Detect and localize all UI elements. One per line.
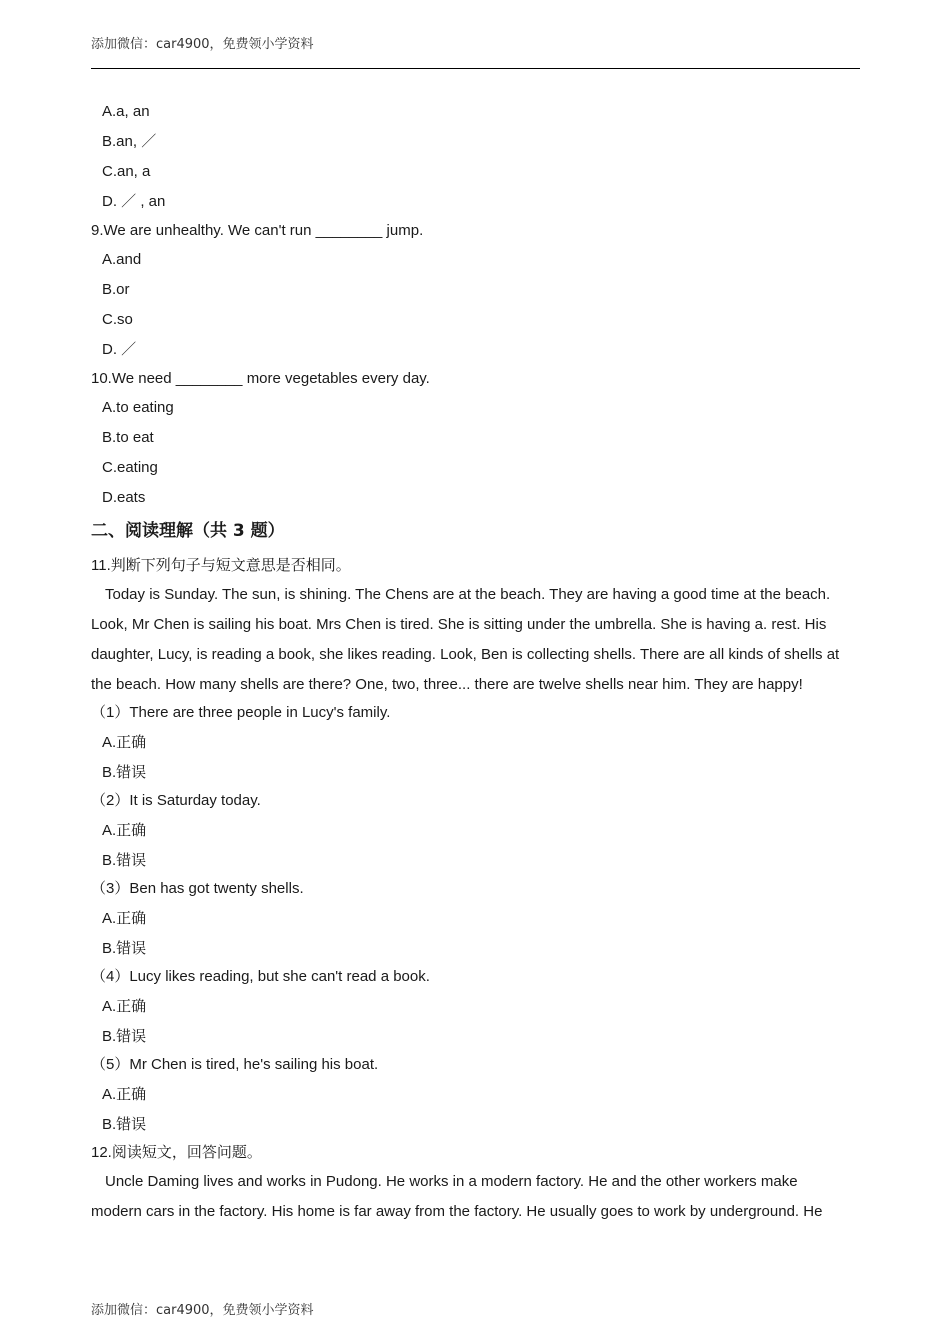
q11-passage-line: daughter, Lucy, is reading a book, she likes reading. Look, Ben is collecting shells. There are all kinds of shells at	[91, 646, 840, 663]
q11-passage-line: the beach. How many shells are there? One, two, three... there are twelve shells near him. They are happy!	[91, 676, 803, 693]
q11-sub5-option-b: B.错误	[102, 1116, 147, 1133]
q11-stem: 11.判断下列句子与短文意思是否相同。	[91, 557, 351, 574]
q8-option-c: C.an, a	[102, 163, 151, 180]
q11-sub5: （5）Mr Chen is tired, he's sailing his boat.	[91, 1056, 379, 1073]
q11-sub4-option-a: A.正确	[102, 998, 147, 1015]
q11-sub4-option-b: B.错误	[102, 1028, 147, 1045]
q12-passage-line: Uncle Daming lives and works in Pudong. He works in a modern factory. He and the other workers make	[105, 1173, 798, 1190]
q10-option-a: A.to eating	[102, 399, 174, 416]
q8-option-d: D. ／ , an	[102, 193, 166, 210]
q9-stem: 9.We are unhealthy. We can't run ________ jump.	[91, 222, 424, 239]
q11-sub3-option-a: A.正确	[102, 910, 147, 927]
q11-sub2: （2）It is Saturday today.	[91, 792, 261, 809]
q11-sub4: （4）Lucy likes reading, but she can't read a book.	[91, 968, 430, 985]
page-header: 添加微信：car4900，免费领小学资料	[91, 37, 314, 52]
q11-sub5-option-a: A.正确	[102, 1086, 147, 1103]
q12-passage-line: modern cars in the factory. His home is far away from the factory. He usually goes to work by underground. He	[91, 1203, 823, 1220]
q11-sub1-option-a: A.正确	[102, 734, 147, 751]
q10-stem: 10.We need ________ more vegetables every day.	[91, 370, 430, 387]
q11-passage-line: Look, Mr Chen is sailing his boat. Mrs Chen is tired. She is sitting under the umbrella. She is having a. rest. His	[91, 616, 827, 633]
q11-sub2-option-a: A.正确	[102, 822, 147, 839]
q12-stem: 12.阅读短文，回答问题。	[91, 1144, 262, 1161]
q11-sub1-option-b: B.错误	[102, 764, 147, 781]
page-footer: 添加微信：car4900，免费领小学资料	[91, 1303, 314, 1318]
section-heading: 二、阅读理解（共 3 题）	[91, 521, 285, 541]
q9-option-c: C.so	[102, 311, 133, 328]
q10-option-d: D.eats	[102, 489, 146, 506]
q11-passage-line: Today is Sunday. The sun, is shining. The Chens are at the beach. They are having a good time at the beach.	[105, 586, 831, 603]
q11-sub3: （3）Ben has got twenty shells.	[91, 880, 304, 897]
q9-option-d: D. ／	[102, 341, 137, 358]
q10-option-c: C.eating	[102, 459, 158, 476]
header-divider	[91, 68, 860, 69]
q8-option-a: A.a, an	[102, 103, 150, 120]
q11-sub3-option-b: B.错误	[102, 940, 147, 957]
q11-sub1: （1）There are three people in Lucy's family.	[91, 704, 391, 721]
q9-option-b: B.or	[102, 281, 130, 298]
q8-option-b: B.an, ／	[102, 133, 157, 150]
q11-sub2-option-b: B.错误	[102, 852, 147, 869]
q9-option-a: A.and	[102, 251, 142, 268]
q10-option-b: B.to eat	[102, 429, 154, 446]
